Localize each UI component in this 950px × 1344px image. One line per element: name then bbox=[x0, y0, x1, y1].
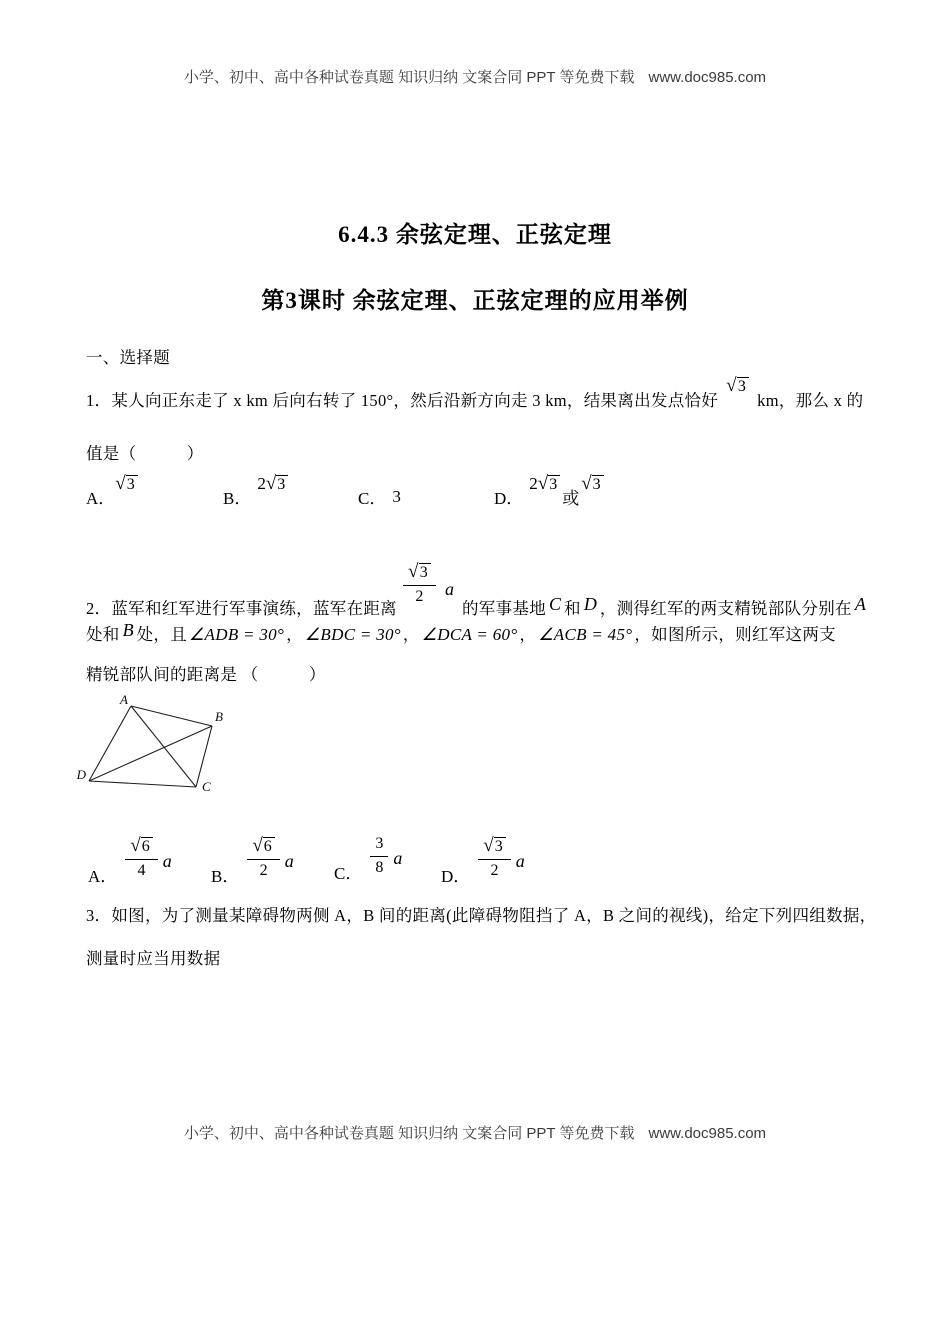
question-2-line-1 bbox=[86, 561, 869, 619]
sqrt-3: √3 bbox=[581, 472, 603, 497]
coefficient: 2 bbox=[257, 474, 266, 493]
quadrilateral-abcd-figure bbox=[76, 692, 236, 800]
sqrt-3: √3 bbox=[115, 472, 137, 497]
question-1-line-2: 值是（ ） bbox=[86, 444, 204, 463]
question-2-line-3: 精锐部队间的距离是 （ ） bbox=[86, 665, 326, 684]
q2-text-c: ，测得红军的两支精锐部队分别在 bbox=[599, 599, 852, 618]
fraction-sqrt6-over-2: $\frac{√6}{2}$ bbox=[247, 834, 279, 879]
sqrt-3: √3 bbox=[538, 472, 560, 497]
footer-text: 小学、初中、高中各种试卷真题 知识归纳 文案合同 PPT 等免费下载 bbox=[183, 1125, 635, 1142]
header-url: www.doc985.com bbox=[648, 69, 767, 86]
vertex-label-a: A bbox=[120, 692, 128, 707]
variable-c: C bbox=[549, 594, 562, 614]
fraction-3-over-8: $\frac{3}{8}$ bbox=[370, 834, 388, 876]
q2-option-a: A． $\frac{√6}{4}$ a bbox=[88, 835, 172, 886]
q1-option-a: A．√3 bbox=[86, 487, 138, 512]
variable-a2: A bbox=[854, 594, 866, 614]
q2-option-d: D． $\frac{√3}{2}$ a bbox=[441, 835, 525, 886]
section-heading: 一、选择题 bbox=[86, 348, 170, 367]
page-header bbox=[0, 66, 950, 87]
q2-option-c: C． $\frac{3}{8}$ a bbox=[334, 835, 403, 883]
value-3: 3 bbox=[392, 487, 401, 506]
q2-text-b: 的军事基地 bbox=[462, 599, 546, 618]
radical-sign: √ bbox=[726, 375, 737, 396]
angle-dca: ∠DCA = 60° bbox=[421, 625, 518, 644]
q1-option-c: C． 3 bbox=[358, 487, 401, 508]
variable-a: a bbox=[284, 851, 294, 871]
question-3-line-2: 测量时应当用数据 bbox=[86, 949, 221, 968]
vertex-label-d: D bbox=[76, 767, 86, 782]
question-2-options bbox=[86, 835, 906, 901]
variable-a: a bbox=[393, 848, 403, 868]
question-2-diagram bbox=[76, 692, 236, 800]
fraction-numerator: √3 bbox=[403, 560, 436, 586]
angle-adb: ∠ADB = 30° bbox=[189, 625, 285, 644]
coefficient: 2 bbox=[529, 474, 538, 493]
q1-option-b: B．2√3 bbox=[223, 487, 288, 512]
angle-acb: ∠ACB = 45° bbox=[538, 625, 633, 644]
fraction-sqrt6-over-4: $\frac{√6}{4}$ bbox=[125, 834, 157, 879]
sqrt-3-inline: √3 bbox=[726, 375, 749, 397]
q2-text-and: 和 bbox=[564, 599, 581, 618]
page-footer bbox=[0, 1122, 950, 1143]
q2-option-b: B． $\frac{√6}{2}$ a bbox=[211, 835, 294, 886]
variable-b: B bbox=[122, 620, 134, 640]
variable-d: D bbox=[583, 594, 597, 614]
variable-a: a bbox=[162, 851, 172, 871]
q1-option-d: D．2√3或√3 bbox=[494, 487, 604, 512]
or-text: 或 bbox=[562, 489, 580, 508]
question-1-line-1 bbox=[86, 375, 864, 412]
fraction-sqrt3-over-2: $\frac{√3}{2}$ bbox=[478, 834, 510, 879]
sqrt-3: √3 bbox=[266, 472, 288, 497]
variable-a: a bbox=[515, 851, 525, 871]
vertex-label-c: C bbox=[202, 779, 211, 794]
vertex-label-b: B bbox=[215, 709, 223, 724]
fraction-denominator: 2 bbox=[415, 588, 424, 605]
variable-a: a bbox=[445, 579, 454, 599]
q2-text-a: 2．蓝军和红军进行军事演练，蓝军在距离 bbox=[86, 599, 397, 618]
header-text: 小学、初中、高中各种试卷真题 知识归纳 文案合同 PPT 等免费下载 bbox=[183, 69, 635, 86]
question-2-line-2: 处和 B 处，且 ∠ADB = 30° ， ∠BDC = 30° ， ∠DCA = 60° ， ∠ACB = 45° ，如图所示，则红军这两支 bbox=[86, 620, 836, 644]
document-title: 6.4.3 余弦定理、正弦定理 bbox=[338, 222, 612, 247]
question-1-options bbox=[86, 473, 906, 517]
q1-text-b: km，那么 x 的 bbox=[757, 391, 864, 410]
q1-text-a: 1．某人向正东走了 x km 后向右转了 150°，然后沿新方向走 3 km，结果离出发点恰好 bbox=[86, 391, 719, 410]
question-3-line-1: 3．如图，为了测量某障碍物两侧 A，B 间的距离(此障碍物阻挡了 A，B 之间的视线)，给定下列四组数据， bbox=[86, 906, 877, 925]
footer-url: www.doc985.com bbox=[648, 1125, 767, 1142]
fraction-sqrt3-over-2 bbox=[403, 560, 436, 605]
angle-bdc: ∠BDC = 30° bbox=[304, 625, 401, 644]
document-subtitle: 第3课时 余弦定理、正弦定理的应用举例 bbox=[261, 288, 689, 313]
